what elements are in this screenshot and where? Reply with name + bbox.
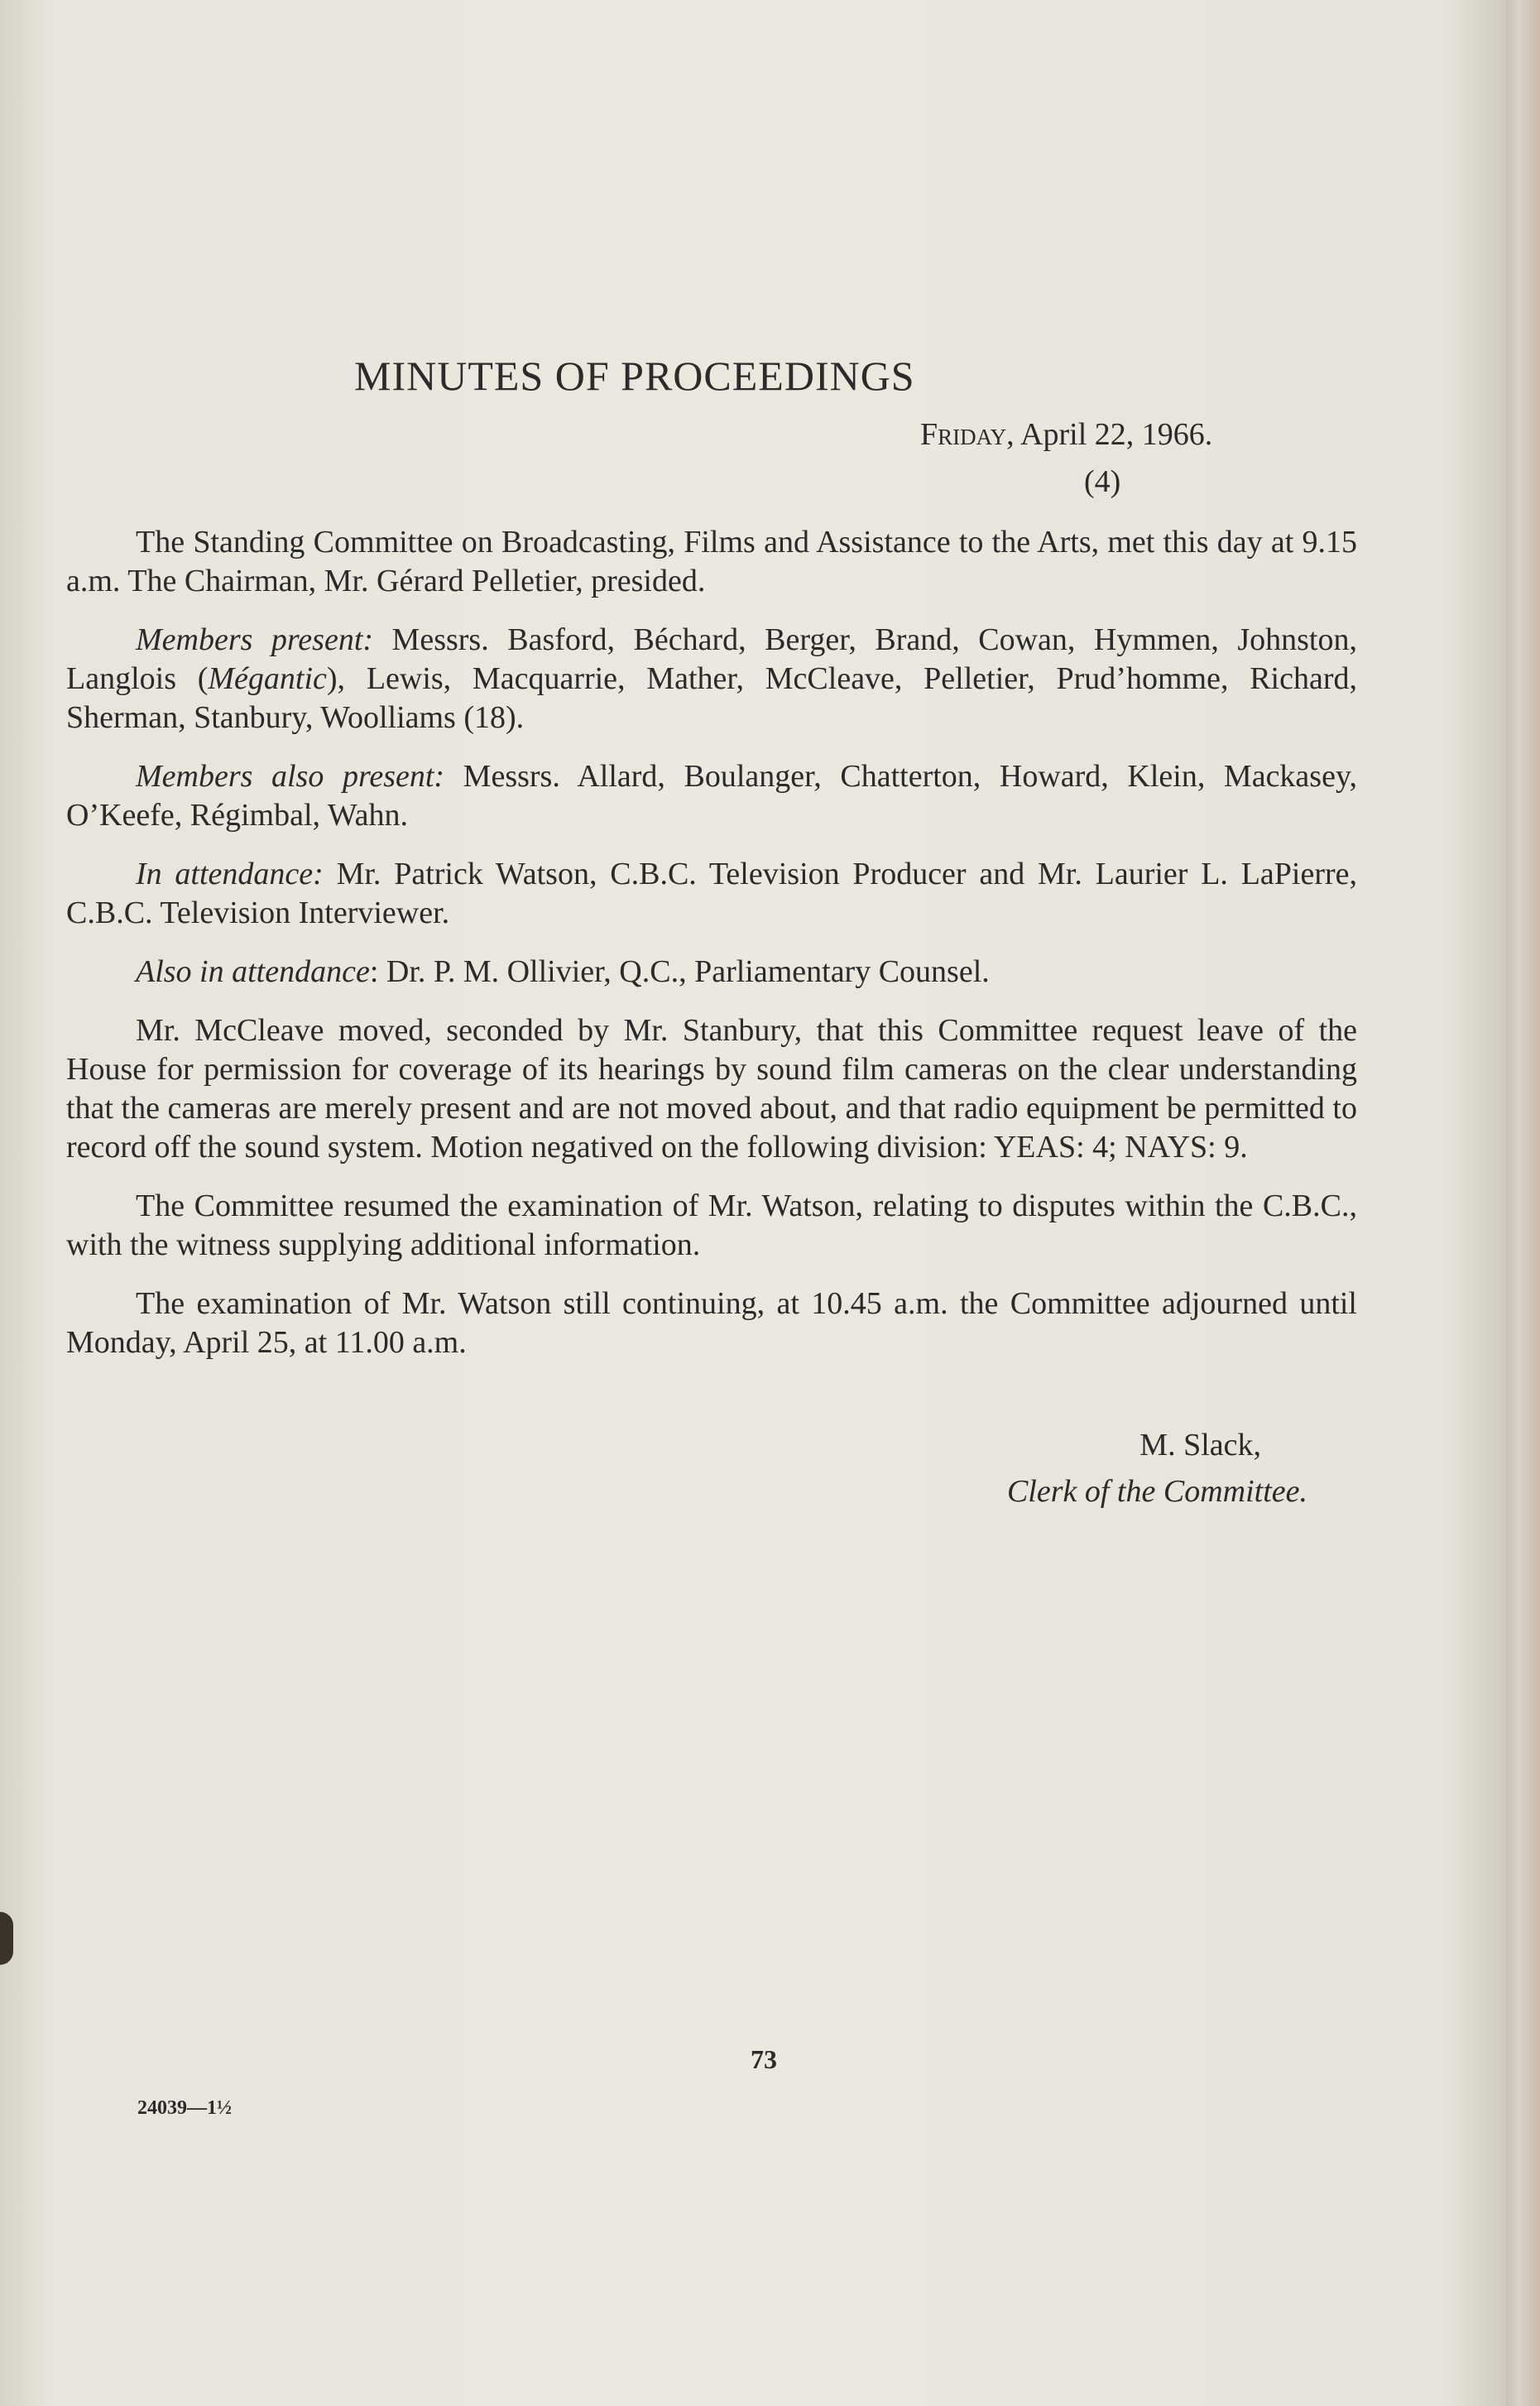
members-present-text-b: ), Lewis, Macquarrie, Mather, McCleave, Pelletier, Prud’homme, Richard, Sherman, Stanbury, Woolliams (18). xyxy=(66,661,1357,735)
sitting-number: (4) xyxy=(1084,464,1121,499)
in-attendance-text: Mr. Patrick Watson, C.B.C. Television Producer and Mr. Laurier L. LaPierre, C.B.C. Television Interviewer. xyxy=(66,857,1358,930)
binding-mark xyxy=(0,1912,13,1965)
signature-block xyxy=(910,1422,1307,1515)
minutes-body xyxy=(66,523,1357,1382)
in-attendance-paragraph xyxy=(66,855,1357,933)
members-present-label: Members present: xyxy=(136,622,374,657)
meeting-date xyxy=(920,416,1301,453)
meeting-day: Friday xyxy=(920,417,1007,452)
page-edge-strip xyxy=(1506,0,1540,2406)
members-present-riding: Mégantic xyxy=(208,661,327,696)
in-attendance-label: In attendance: xyxy=(136,857,324,891)
document-title: MINUTES OF PROCEEDINGS xyxy=(354,353,915,399)
meeting-date-rest: , April 22, 1966. xyxy=(1006,417,1213,452)
opening-paragraph: The Standing Committee on Broadcasting, Films and Assistance to the Arts, met this day at 9.15 a.m. The Chairman, Mr. Gérard Pelletier, presided. xyxy=(66,525,1357,598)
also-in-attendance-text: : Dr. P. M. Ollivier, Q.C., Parliamentary Counsel. xyxy=(369,954,990,989)
adjourned-paragraph: The examination of Mr. Watson still continuing, at 10.45 a.m. the Committee adjourned until Monday, April 25, at 11.00 a.m. xyxy=(66,1286,1357,1360)
signatory-name: M. Slack, xyxy=(1139,1428,1261,1462)
also-in-attendance-label: Also in attendance xyxy=(136,954,370,989)
also-in-attendance-paragraph xyxy=(66,953,1357,992)
motion-paragraph: Mr. McCleave moved, seconded by Mr. Stanbury, that this Committee request leave of the House for permission for coverage of its hearings by sound film cameras on the clear understanding that the cameras are merely present and are not moved about, and that radio equipment be permitted to record off the sound system. Motion negatived on the following division: YEAS: 4; NAYS: 9. xyxy=(66,1013,1357,1165)
members-also-present-label: Members also present: xyxy=(136,759,445,794)
resumed-paragraph: The Committee resumed the examination of Mr. Watson, relating to disputes within the C.B.C., with the witness supplying additional information. xyxy=(66,1189,1357,1262)
members-also-present-text: Messrs. Allard, Boulanger, Chatterton, Howard, Klein, Mackasey, O’Keefe, Régimbal, Wahn. xyxy=(66,759,1357,833)
print-code: 24039—1½ xyxy=(137,2097,232,2119)
members-present-paragraph xyxy=(66,621,1357,737)
page-number: 73 xyxy=(751,2044,777,2074)
signatory-title: Clerk of the Committee. xyxy=(1006,1474,1307,1509)
members-present-text-a: Messrs. Basford, Béchard, Berger, Brand, Cowan, Hymmen, Johnston, Langlois ( xyxy=(66,622,1357,696)
members-also-present-paragraph xyxy=(66,757,1357,835)
